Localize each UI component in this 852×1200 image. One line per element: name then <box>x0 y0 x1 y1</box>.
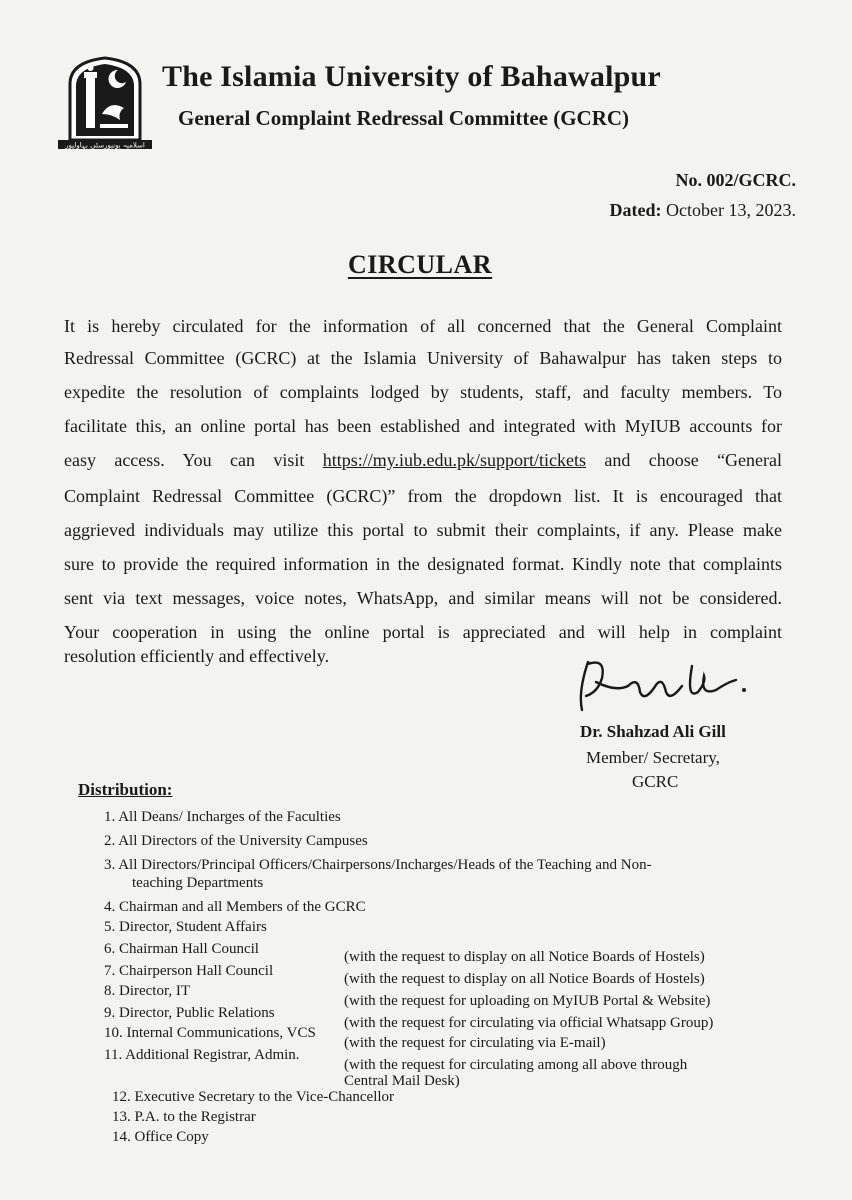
distribution-item <box>112 1128 209 1146</box>
item-number: 7. <box>104 963 116 979</box>
body-line: sure to provide the required information in the designated format. Kindly note that complaints <box>64 554 782 574</box>
distribution-item <box>104 832 368 850</box>
distribution-note: Central Mail Desk) <box>344 1073 460 1089</box>
circular-title: CIRCULAR <box>347 250 493 279</box>
item-number: 5. <box>104 919 116 935</box>
item-number: 8. <box>104 983 116 999</box>
body-line-segment: easy access. You can visit <box>64 450 305 470</box>
item-number: 3. <box>104 857 116 873</box>
item-text: Internal Communications, VCS <box>126 1025 316 1041</box>
distribution-item <box>104 982 190 1000</box>
item-text: Director, Student Affairs <box>119 919 267 935</box>
item-text: Director, IT <box>119 983 191 999</box>
body-line: Complaint Redressal Committee (GCRC)” from the dropdown list. It is encouraged that <box>64 486 782 506</box>
body-line: sent via text messages, voice notes, WhatsApp, and similar means will not be considered. <box>64 588 782 608</box>
item-text: Chairman and all Members of the GCRC <box>119 899 366 915</box>
distribution-item <box>104 962 273 980</box>
distribution-item <box>104 856 652 874</box>
distribution-item <box>104 940 259 958</box>
item-number: 14. <box>112 1129 131 1145</box>
body-line: Your cooperation in using the online portal is appreciated and will help in complaint <box>64 622 782 642</box>
item-text: All Directors of the University Campuses <box>118 833 368 849</box>
dated-label: Dated: <box>609 200 662 220</box>
reference-number: No. 002/GCRC. <box>675 170 796 190</box>
signatory-org: GCRC <box>632 772 679 791</box>
item-text: Executive Secretary to the Vice-Chancellor <box>134 1089 395 1105</box>
distribution-note: (with the request for uploading on MyIUB Portal & Website) <box>344 993 711 1009</box>
item-number: 12. <box>112 1089 131 1105</box>
distribution-item <box>104 1004 275 1022</box>
item-text: Office Copy <box>134 1129 209 1145</box>
item-text: Chairperson Hall Council <box>119 963 274 979</box>
distribution-item <box>104 898 366 916</box>
distribution-note: (with the request to display on all Notice Boards of Hostels) <box>344 971 705 987</box>
committee-name: General Complaint Redressal Committee (GCRC) <box>178 106 630 130</box>
signatory-name: Dr. Shahzad Ali Gill <box>580 722 726 741</box>
body-line: expedite the resolution of complaints lodged by students, staff, and faculty members. To <box>64 382 782 402</box>
item-text: Director, Public Relations <box>119 1005 275 1021</box>
distribution-item <box>104 1046 300 1064</box>
item-text: Additional Registrar, Admin. <box>125 1047 300 1063</box>
item-number: 11. <box>104 1047 123 1063</box>
distribution-title: Distribution: <box>78 780 173 799</box>
body-line: facilitate this, an online portal has been established and integrated with MyIUB accounts for <box>64 416 782 436</box>
logo-caption: اسلامیہ یونیورسٹی بہاولپور <box>65 141 145 150</box>
item-number: 9. <box>104 1005 116 1021</box>
distribution-note: (with the request for circulating via official Whatsapp Group) <box>344 1015 714 1031</box>
university-logo-emblem <box>56 54 154 150</box>
item-number: 10. <box>104 1025 123 1041</box>
distribution-note: (with the request to display on all Notice Boards of Hostels) <box>344 949 705 965</box>
dated-value: October 13, 2023. <box>666 200 796 220</box>
item-text: All Deans/ Incharges of the Faculties <box>118 809 341 825</box>
item-text: Chairman Hall Council <box>119 941 259 957</box>
body-line: Redressal Committee (GCRC) at the Islamia University of Bahawalpur has taken steps to <box>64 348 782 368</box>
item-number: 13. <box>112 1109 131 1125</box>
university-name: The Islamia University of Bahawalpur <box>162 60 661 93</box>
dated-line <box>610 200 796 221</box>
body-line: aggrieved individuals may utilize this portal to submit their complaints, if any. Please make <box>64 520 782 540</box>
signatory-role: Member/ Secretary, <box>586 748 720 767</box>
distribution-item <box>104 1024 316 1042</box>
signature <box>566 652 756 722</box>
distribution-item <box>104 918 267 936</box>
body-line-segment: and choose “General <box>604 450 783 470</box>
distribution-item <box>112 1108 256 1126</box>
body-line: resolution efficiently and effectively. <box>64 646 330 666</box>
portal-link[interactable]: https://my.iub.edu.pk/support/tickets <box>322 450 587 470</box>
distribution-item <box>112 1088 394 1106</box>
university-logo <box>56 54 154 150</box>
item-text: All Directors/Principal Officers/Chairpersons/Incharges/Heads of the Teaching and Non- <box>118 857 652 873</box>
item-number: 6. <box>104 941 116 957</box>
body-line: It is hereby circulated for the information of all concerned that the General Complaint <box>64 316 782 336</box>
item-text: teaching Departments <box>132 875 264 891</box>
distribution-item <box>104 808 341 826</box>
item-number: 4. <box>104 899 116 915</box>
item-text: P.A. to the Registrar <box>134 1109 256 1125</box>
distribution-item-continuation <box>132 874 263 892</box>
item-number: 1. <box>104 809 116 825</box>
body-line <box>64 448 782 472</box>
item-number: 2. <box>104 833 116 849</box>
distribution-note: (with the request for circulating among all above through <box>344 1057 688 1073</box>
distribution-note: (with the request for circulating via E-mail) <box>344 1035 606 1051</box>
